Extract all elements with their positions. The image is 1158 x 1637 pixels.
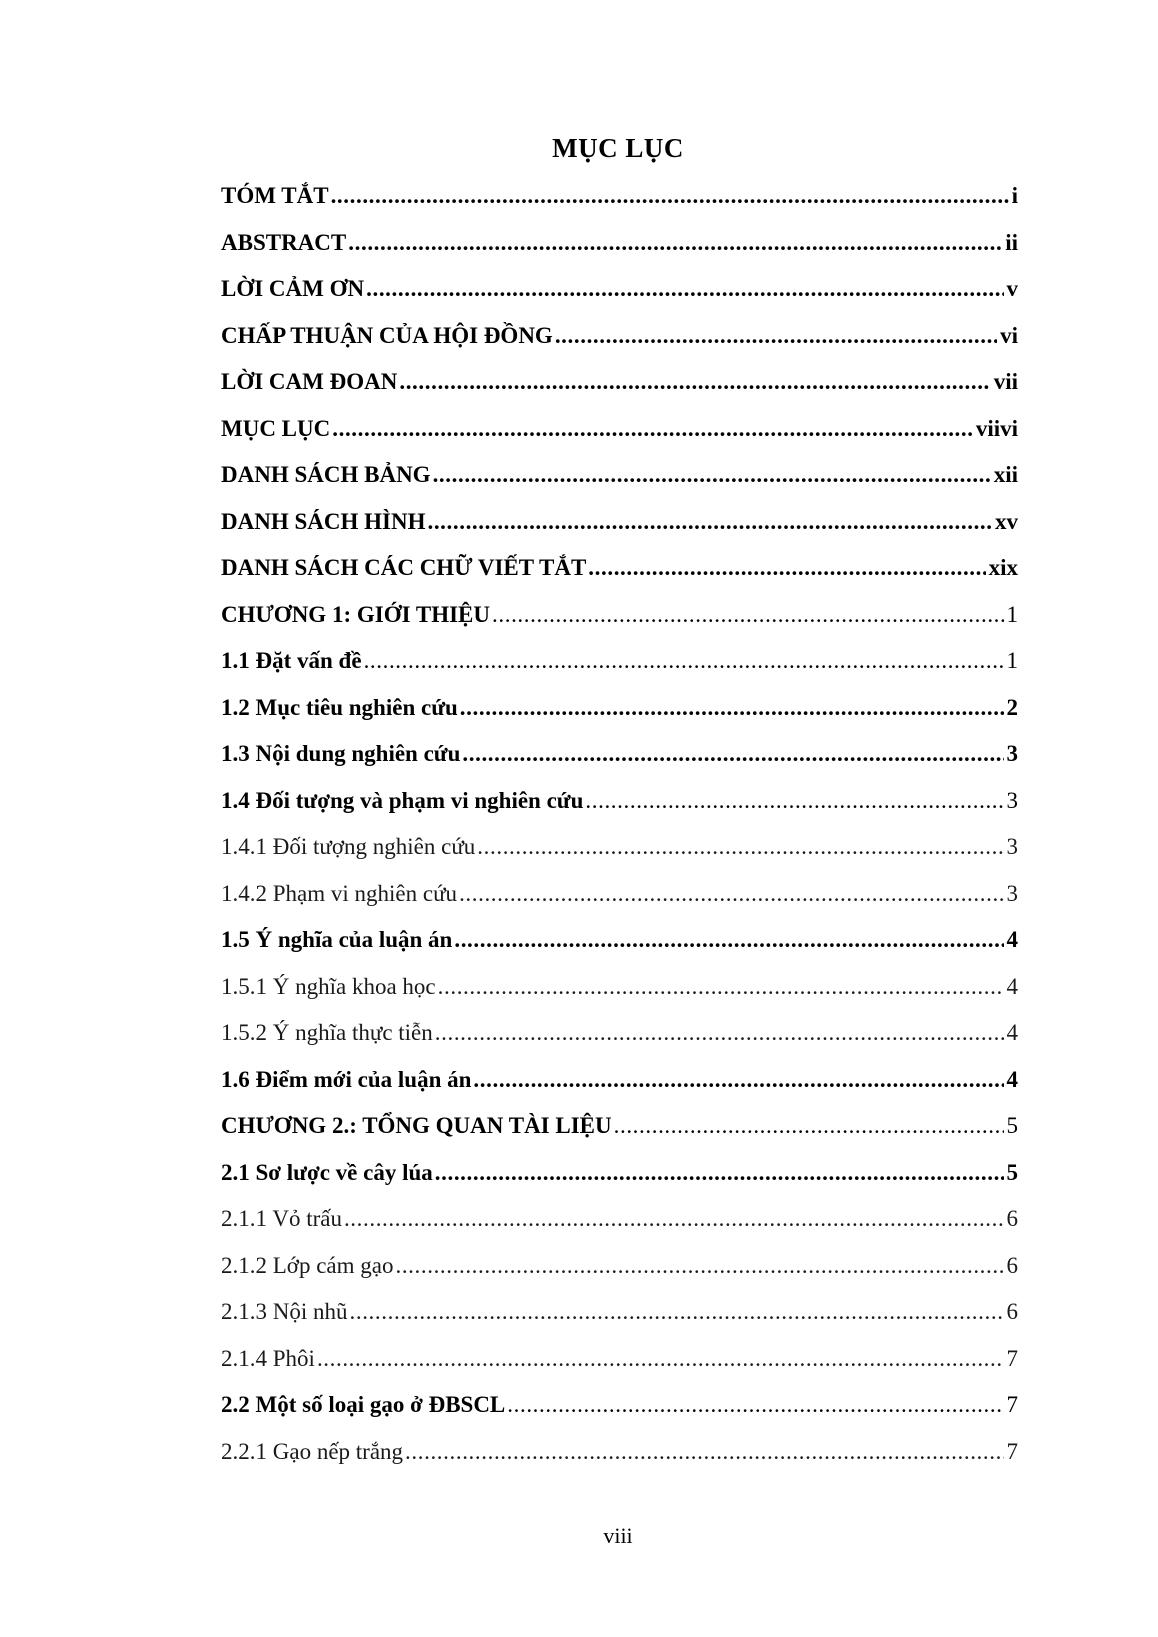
toc-leader-dots xyxy=(507,1382,1003,1429)
toc-entry-page: v xyxy=(1006,276,1018,301)
toc-entry-page: 7 xyxy=(1006,1392,1018,1417)
toc-entry-label: 1.1 Đặt vấn đề xyxy=(221,648,362,673)
toc-leader-dots xyxy=(435,1150,1004,1197)
toc-entry[interactable] xyxy=(221,1289,1018,1336)
toc-leader-dots xyxy=(395,1243,1003,1290)
toc-entry-page: xix xyxy=(988,555,1018,580)
toc-entry[interactable] xyxy=(221,592,1018,639)
toc-entry-page: xv xyxy=(995,508,1018,534)
toc-leader-dots xyxy=(399,359,990,406)
toc-entry-page: 2 xyxy=(1006,694,1018,720)
toc-entry[interactable] xyxy=(221,685,1018,732)
toc-leader-dots xyxy=(433,452,991,499)
toc-entry[interactable] xyxy=(221,1103,1018,1150)
toc-leader-dots xyxy=(317,1336,1004,1383)
toc-entry-label: 1.5 Ý nghĩa của luận án xyxy=(221,927,453,952)
table-of-contents xyxy=(221,173,1018,1475)
toc-leader-dots xyxy=(588,545,985,592)
toc-leader-dots xyxy=(332,406,973,453)
page-title: MỤC LỤC xyxy=(552,133,684,163)
toc-leader-dots xyxy=(473,1057,1003,1104)
toc-leader-dots xyxy=(435,1010,1004,1057)
toc-entry[interactable] xyxy=(221,406,1018,453)
toc-entry-label: 1.4 Đối tượng và phạm vi nghiên cứu xyxy=(221,787,584,813)
toc-entry-label: 2.1.4 Phôi xyxy=(221,1345,315,1371)
toc-entry-label: 2.1.2 Lớp cám gạo xyxy=(221,1252,394,1278)
toc-entry-page: 6 xyxy=(1006,1206,1018,1231)
toc-leader-dots xyxy=(477,824,1003,871)
toc-entry[interactable] xyxy=(221,499,1018,546)
toc-entry-page: 4 xyxy=(1006,973,1018,999)
toc-leader-dots xyxy=(364,638,1004,685)
toc-entry[interactable] xyxy=(221,1010,1018,1057)
toc-entry-label: 1.2 Mục tiêu nghiên cứu xyxy=(221,694,458,720)
toc-entry-label: CHƯƠNG 1: GIỚI THIỆU xyxy=(221,601,491,627)
toc-entry[interactable] xyxy=(221,1429,1018,1476)
toc-entry-page: i xyxy=(1011,183,1018,208)
toc-entry[interactable] xyxy=(221,1150,1018,1197)
toc-entry-label: 2.2.1 Gạo nếp trắng xyxy=(221,1438,404,1464)
toc-entry-label: 1.5.1 Ý nghĩa khoa học xyxy=(221,973,436,999)
toc-leader-dots xyxy=(462,731,1003,778)
toc-entry-page: 3 xyxy=(1006,834,1018,859)
toc-entry[interactable] xyxy=(221,731,1018,778)
toc-entry[interactable] xyxy=(221,871,1018,918)
toc-entry-label: CHƯƠNG 2.: TỔNG QUAN TÀI LIỆU xyxy=(221,1113,612,1138)
toc-leader-dots xyxy=(555,313,997,360)
toc-entry-label: 2.1.3 Nội nhũ xyxy=(221,1299,348,1324)
toc-entry-page: viivi xyxy=(975,415,1018,441)
toc-entry-label: LỜI CẢM ƠN xyxy=(221,276,365,301)
toc-entry[interactable] xyxy=(221,964,1018,1011)
toc-entry[interactable] xyxy=(221,1243,1018,1290)
toc-entry[interactable] xyxy=(221,313,1018,360)
toc-entry[interactable] xyxy=(221,638,1018,685)
toc-entry-page: vi xyxy=(1000,322,1018,348)
toc-leader-dots xyxy=(344,1196,1004,1243)
toc-entry-page: 5 xyxy=(1006,1113,1018,1138)
toc-entry[interactable] xyxy=(221,359,1018,406)
toc-entry[interactable] xyxy=(221,1057,1018,1104)
toc-leader-dots xyxy=(405,1429,1003,1476)
toc-leader-dots xyxy=(614,1103,1004,1150)
toc-entry-label: TÓM TẮT xyxy=(221,183,329,208)
toc-entry[interactable] xyxy=(221,1196,1018,1243)
toc-entry-page: 4 xyxy=(1006,927,1018,952)
toc-entry[interactable] xyxy=(221,1336,1018,1383)
toc-entry-page: ii xyxy=(1005,229,1018,255)
toc-entry-page: 6 xyxy=(1006,1299,1018,1324)
toc-entry-label: CHẤP THUẬN CỦA HỘI ĐỒNG xyxy=(221,322,553,348)
toc-entry-label: 1.6 Điểm mới của luận án xyxy=(221,1066,472,1092)
toc-leader-dots xyxy=(454,917,1003,964)
toc-entry-page: 6 xyxy=(1006,1252,1018,1278)
toc-entry-label: MỤC LỤC xyxy=(221,415,331,441)
toc-leader-dots xyxy=(348,220,1002,267)
toc-entry-page: 3 xyxy=(1006,787,1018,813)
page-number: viii xyxy=(603,1523,633,1548)
toc-entry-label: 2.1 Sơ lược về cây lúa xyxy=(221,1159,433,1185)
toc-leader-dots xyxy=(427,499,992,546)
toc-leader-dots xyxy=(459,871,1003,918)
toc-entry-page: 4 xyxy=(1006,1020,1018,1045)
toc-entry[interactable] xyxy=(221,545,1018,592)
toc-leader-dots xyxy=(350,1289,1004,1336)
toc-entry[interactable] xyxy=(221,452,1018,499)
toc-entry-page: 1 xyxy=(1006,648,1018,673)
toc-entry-page: 7 xyxy=(1006,1438,1018,1464)
toc-entry-label: ABSTRACT xyxy=(221,229,347,255)
toc-leader-dots xyxy=(460,685,1004,732)
toc-entry-label: 1.3 Nội dung nghiên cứu xyxy=(221,741,461,766)
toc-entry[interactable] xyxy=(221,778,1018,825)
toc-entry-label: 1.4.2 Phạm vi nghiên cứu xyxy=(221,880,458,906)
toc-leader-dots xyxy=(366,266,1003,313)
toc-entry-label: 1.5.2 Ý nghĩa thực tiễn xyxy=(221,1020,433,1045)
toc-entry-page: 3 xyxy=(1006,741,1018,766)
toc-leader-dots xyxy=(492,592,1003,639)
toc-entry-label: DANH SÁCH BẢNG xyxy=(221,462,431,487)
toc-entry[interactable] xyxy=(221,220,1018,267)
toc-entry[interactable] xyxy=(221,266,1018,313)
toc-entry-page: 3 xyxy=(1006,880,1018,906)
toc-entry-page: 1 xyxy=(1006,601,1018,627)
toc-leader-dots xyxy=(438,964,1004,1011)
toc-entry-label: 2.2 Một số loại gạo ở ĐBSCL xyxy=(221,1392,506,1417)
toc-entry-label: LỜI CAM ĐOAN xyxy=(221,369,398,394)
toc-leader-dots xyxy=(585,778,1003,825)
toc-leader-dots xyxy=(331,173,1009,220)
toc-entry[interactable] xyxy=(221,173,1018,220)
toc-entry-page: xii xyxy=(993,462,1018,487)
toc-entry-label: 2.1.1 Vỏ trấu xyxy=(221,1206,342,1231)
toc-entry-label: DANH SÁCH HÌNH xyxy=(221,508,426,534)
toc-entry-label: 1.4.1 Đối tượng nghiên cứu xyxy=(221,834,476,859)
toc-entry[interactable] xyxy=(221,917,1018,964)
toc-entry-page: 5 xyxy=(1006,1159,1018,1185)
toc-entry-page: vii xyxy=(993,369,1018,394)
toc-entry[interactable] xyxy=(221,824,1018,871)
toc-entry-page: 4 xyxy=(1006,1066,1018,1092)
toc-entry-label: DANH SÁCH CÁC CHỮ VIẾT TẮT xyxy=(221,555,587,580)
toc-entry-page: 7 xyxy=(1006,1345,1018,1371)
toc-entry[interactable] xyxy=(221,1382,1018,1429)
